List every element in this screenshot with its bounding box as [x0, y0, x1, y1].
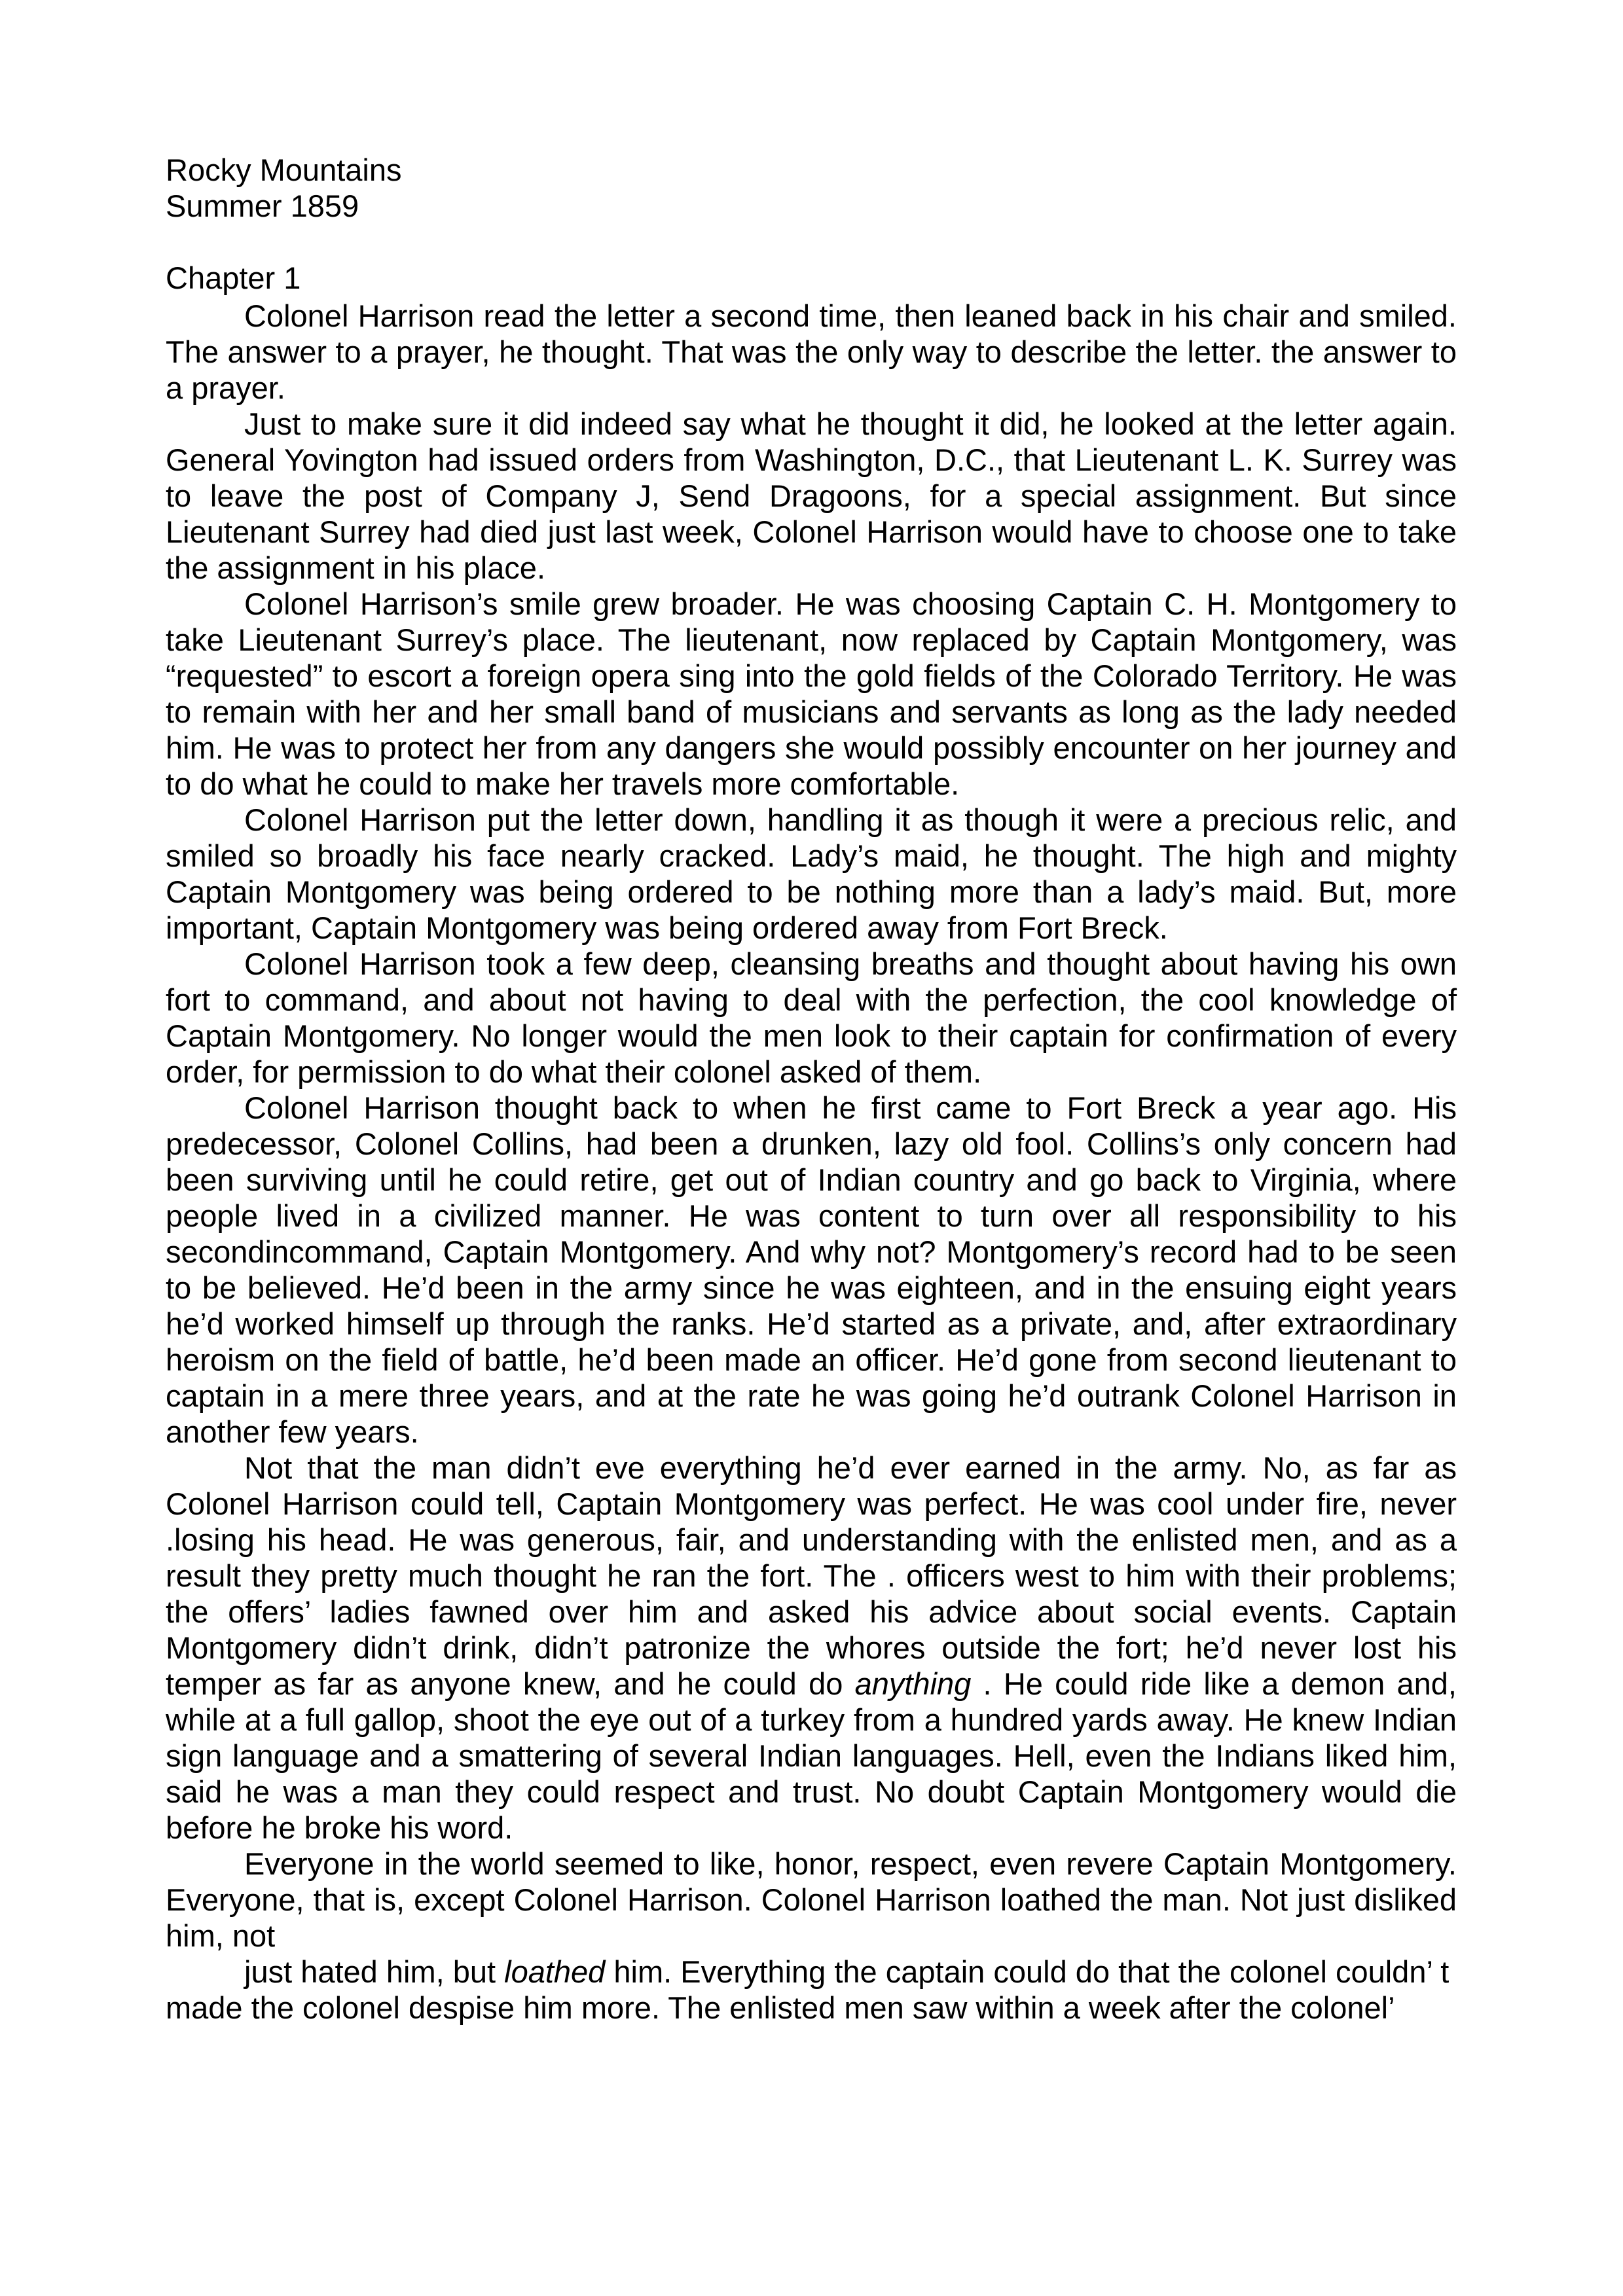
paragraph-text: him. Everything the captain could do that the colonel couldn’ t made the colonel despise him more. The enlisted men saw within a week after the colonel’: [166, 1954, 1450, 2025]
paragraph-text: Not that the man didn’t eve everything he’d ever earned in the army. No, as far as Colonel Harrison could tell, Captain Montgomery was perfect. He was cool under fire, never .losing his head. He was generous, fair, and understanding with the enlisted men, and as a result they pretty much thought he ran the fort. The . officers west to him with their problems; the offers’ ladies fawned over him and asked his advice about social events. Captain Montgomery didn’t drink, didn’t patronize the whores outside the fort; he’d never lost his temper as far as anyone knew, and he could do: [166, 1450, 1457, 1701]
paragraph-text: . He could ride like a demon and, while at a full gallop, shoot the eye out of a turkey from a hundred yards away. He knew Indian sign language and a smattering of several Indian languages. Hell, even the Indians liked him, said he was a man they could respect and trust. No doubt Captain Montgomery would die before he broke his word.: [166, 1666, 1457, 1845]
paragraph-text: just hated him, but: [244, 1954, 505, 1989]
location-line: Rocky Mountains: [166, 152, 402, 187]
paragraph: Colonel Harrison took a few deep, cleansing breaths and thought about having his own fort to command, and about not having to deal with the perfection, the cool knowledge of Captain Montgomery. No longer would the men look to their captain for confirmation of every order, for permission to do what their colonel asked of them.: [166, 946, 1457, 1089]
body-text: [166, 298, 1457, 2026]
emphasized-word: anything: [854, 1666, 972, 1701]
paragraph: Everyone in the world seemed to like, honor, respect, even revere Captain Montgomery. Everyone, that is, except Colonel Harrison. Colonel Harrison loathed the man. Not just disliked him, not: [166, 1846, 1457, 1953]
paragraph: Colonel Harrison read the letter a second time, then leaned back in his chair and smiled. The answer to a prayer, he thought. That was the only way to describe the letter. the answer to a prayer.: [166, 298, 1457, 405]
paragraph: Colonel Harrison put the letter down, handling it as though it were a precious relic, and smiled so broadly his face nearly cracked. Lady’s maid, he thought. The high and mighty Captain Montgomery was being ordered to be nothing more than a lady’s maid. But, more important, Captain Montgomery was being ordered away from Fort Breck.: [166, 802, 1457, 945]
paragraph: [166, 1450, 1457, 1846]
paragraph: Colonel Harrison’s smile grew broader. He was choosing Captain C. H. Montgomery to take Lieutenant Surrey’s place. The lieutenant, now replaced by Captain Montgomery, was “requested” to escort a foreign opera sing into the gold fields of the Colorado Territory. He was to remain with her and her small band of musicians and servants as long as the lady needed him. He was to protect her from any dangers she would possibly encounter on her journey and to do what he could to make her travels more comfortable.: [166, 586, 1457, 801]
paragraph: Just to make sure it did indeed say what he thought it did, he looked at the letter again. General Yovington had issued orders from Washington, D.C., that Lieutenant L. K. Surrey was to leave the post of Company J, Send Dragoons, for a special assignment. But since Lieutenant Surrey had died just last week, Colonel Harrison would have to choose one to take the assignment in his place.: [166, 406, 1457, 585]
date-line: Summer 1859: [166, 188, 359, 223]
paragraph: [166, 1954, 1457, 2026]
paragraph: Colonel Harrison thought back to when he first came to Fort Breck a year ago. His predecessor, Colonel Collins, had been a drunken, lazy old fool. Collins’s only concern had been surviving until he could retire, get out of Indian country and go back to Virginia, where people lived in a civilized manner. He was content to turn over all responsibility to his secondincommand, Captain Montgomery. And why not? Montgomery’s record had to be seen to be believed. He’d been in the army since he was eighteen, and in the ensuing eight years he’d worked himself up through the ranks. He’d started as a private, and, after extraordinary heroism on the field of battle, he’d been made an officer. He’d gone from second lieutenant to captain in a mere three years, and at the rate he was going he’d outrank Colonel Harrison in another few years.: [166, 1090, 1457, 1449]
emphasized-word: loathed: [504, 1954, 606, 1989]
chapter-title: Chapter 1: [166, 260, 301, 295]
